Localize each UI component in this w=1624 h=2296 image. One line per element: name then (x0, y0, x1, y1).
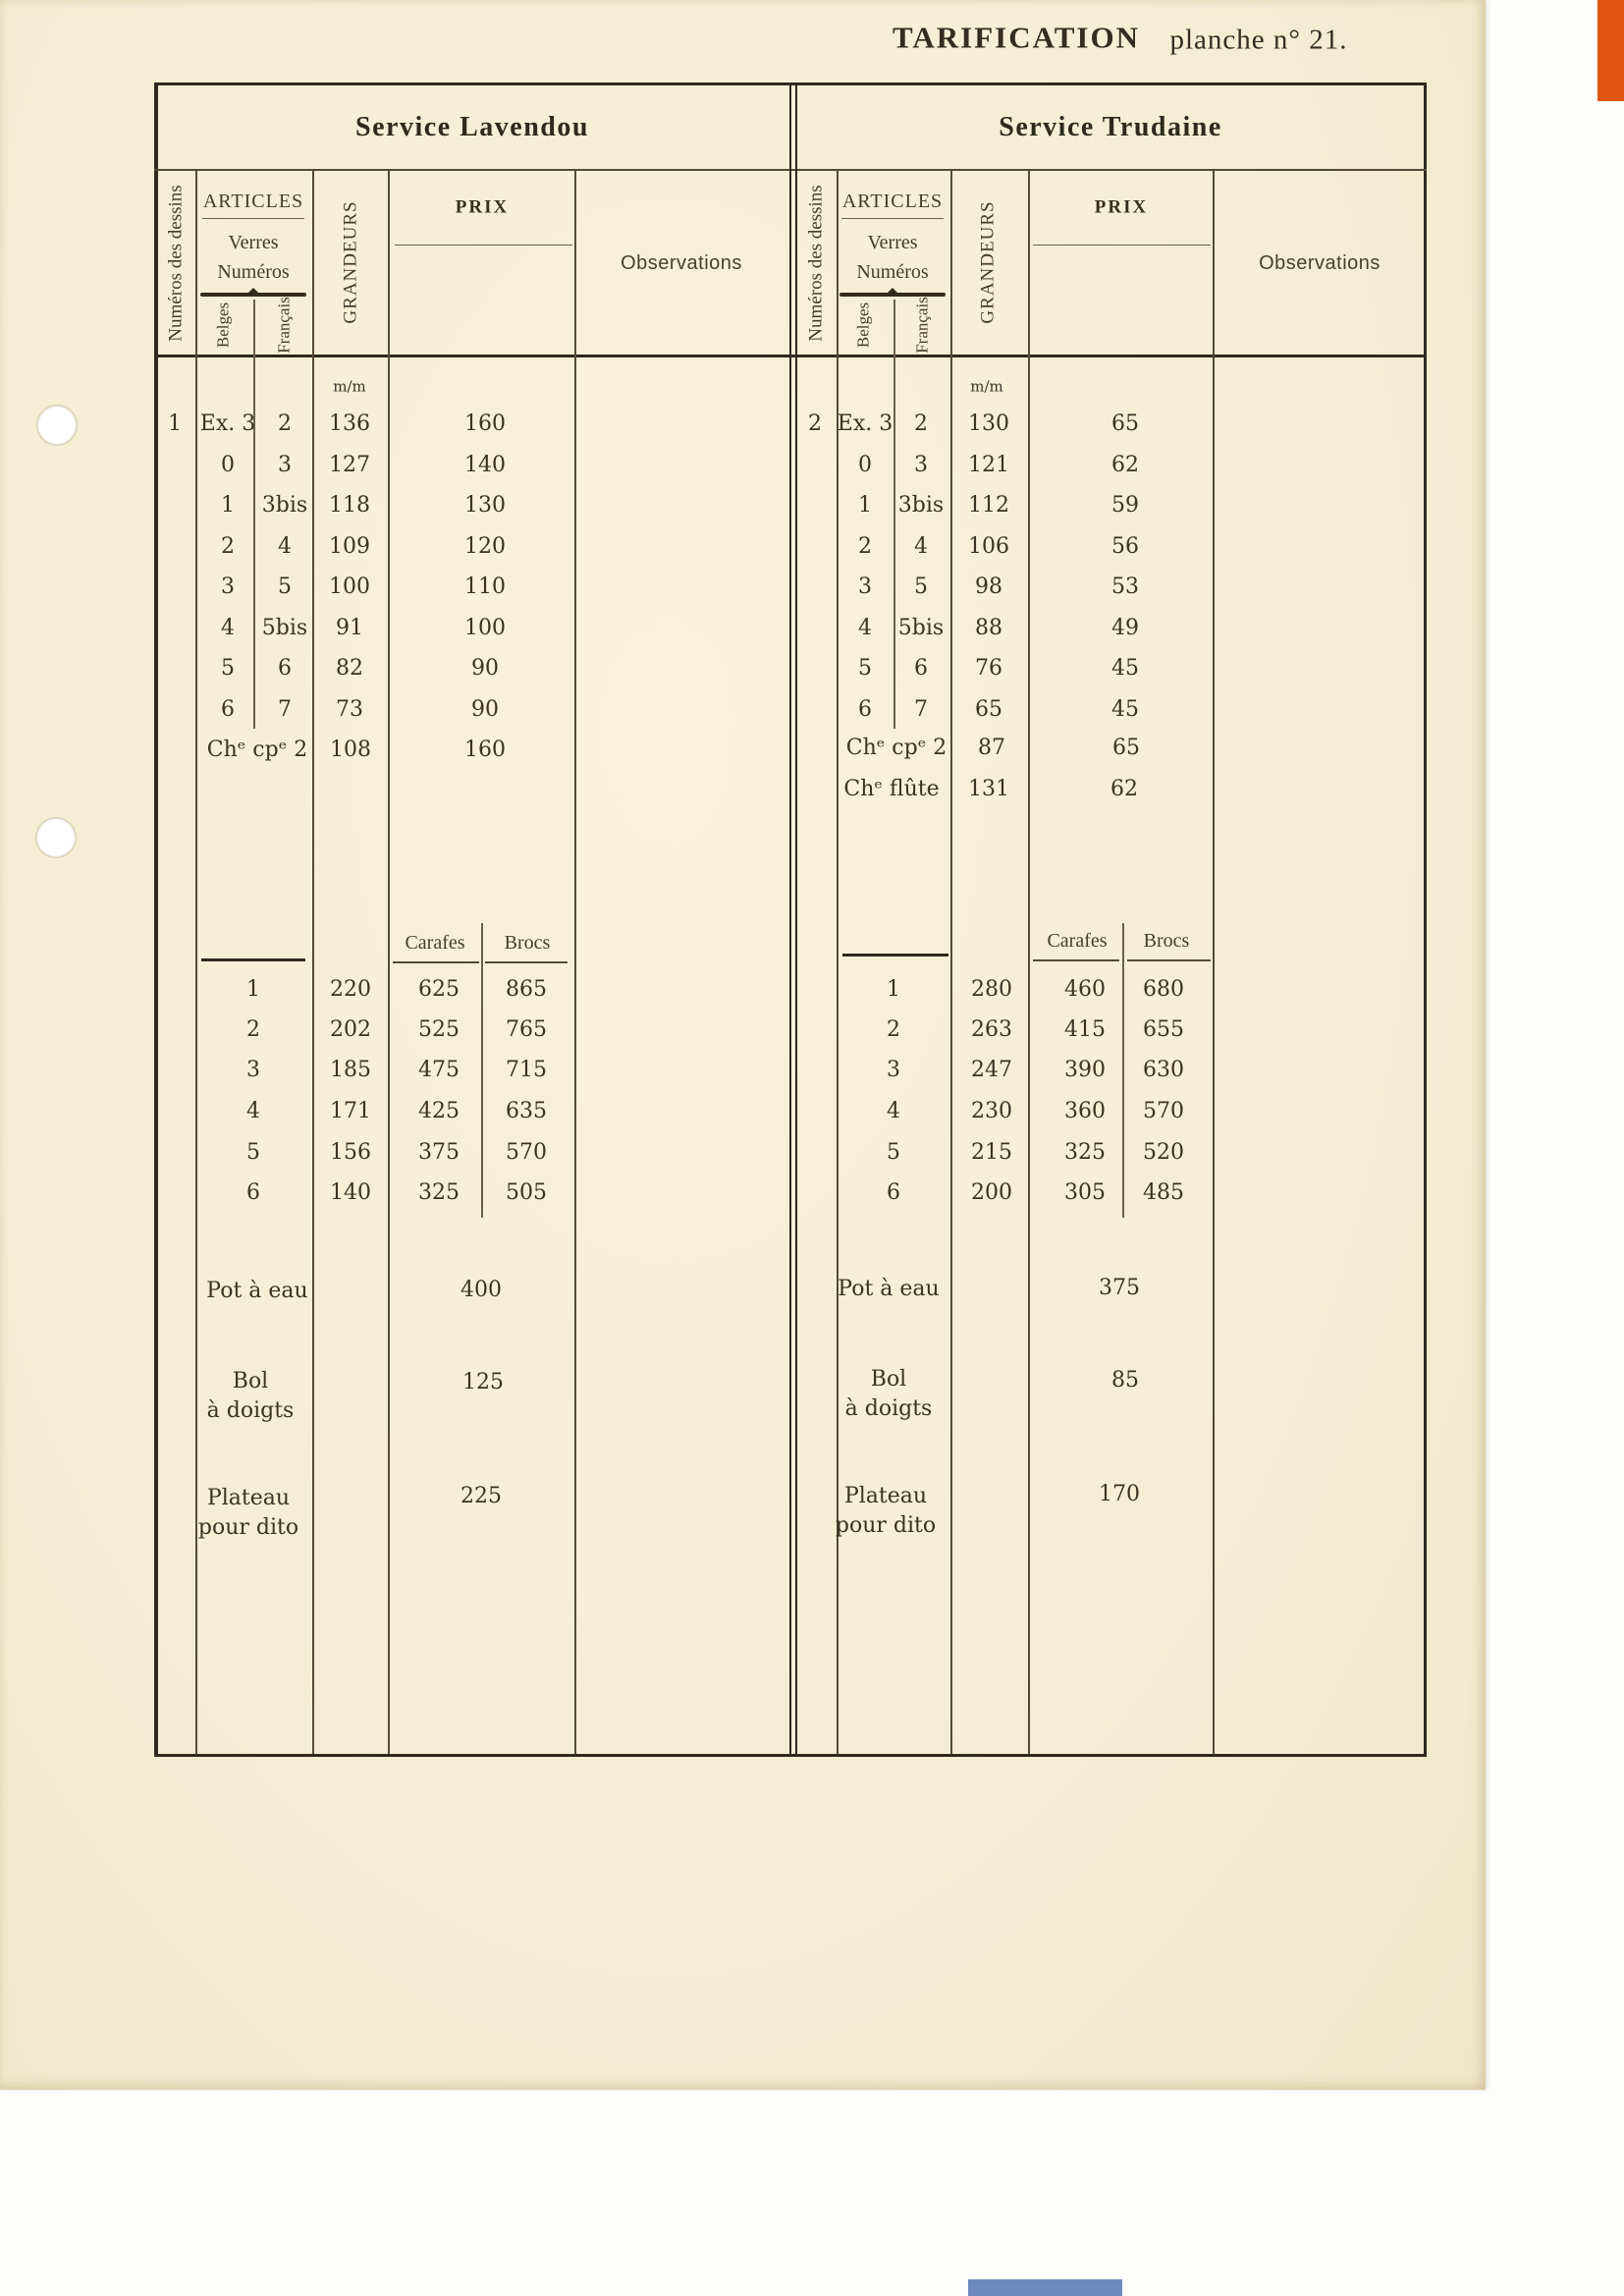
cell: 5 (278, 574, 292, 599)
middle-divider (789, 82, 791, 1757)
cell: 112 (968, 493, 1009, 518)
item-label: à doigts (206, 1398, 295, 1423)
cell: Ex. 3 (199, 411, 256, 436)
service-title: Service Trudaine (999, 112, 1222, 142)
punch-hole (36, 818, 76, 857)
cell: 570 (1143, 1099, 1184, 1123)
cell: 120 (464, 534, 506, 559)
articles-underline (202, 218, 304, 219)
cell: 121 (968, 453, 1009, 477)
cell: 62 (1110, 777, 1138, 801)
cell: 525 (418, 1017, 460, 1042)
column-header-francais: Français (912, 297, 932, 354)
cell: 65 (1112, 736, 1140, 760)
carafes-underline (393, 961, 479, 963)
cell: 6 (887, 1180, 900, 1205)
scan-color-bar (1597, 0, 1624, 101)
cell: 6 (278, 656, 292, 681)
cell: 45 (1111, 697, 1139, 722)
item-label: Plateau (843, 1484, 928, 1508)
cell: 505 (506, 1180, 547, 1205)
unit-label: m/m (970, 377, 1003, 396)
cell: 3 (914, 453, 928, 477)
cell: 109 (329, 534, 370, 559)
column-header-numeros: Numéros (856, 261, 929, 283)
cell: 91 (336, 616, 363, 640)
cell: 280 (971, 977, 1012, 1002)
column-header-observations: Observations (621, 252, 742, 274)
column-header-francais: Français (274, 297, 294, 354)
cell: 73 (336, 697, 363, 722)
column-header-verres: Verres (228, 232, 279, 253)
cell: 3 (278, 453, 292, 477)
cell: 90 (471, 697, 499, 722)
table-border-left (154, 82, 158, 1757)
column-header-verres: Verres (867, 232, 918, 253)
cell: 53 (1111, 574, 1139, 599)
cell: 90 (471, 656, 499, 681)
cell: 865 (506, 977, 547, 1002)
cell: 82 (336, 656, 363, 681)
cell: 220 (330, 977, 371, 1002)
column-header-grandeurs: GRANDEURS (977, 200, 999, 324)
cell: 130 (464, 493, 506, 518)
column-header-dessins: Numéros des dessins (805, 185, 827, 342)
cell: 130 (968, 411, 1009, 436)
cell: 49 (1111, 616, 1139, 640)
column-header-numeros: Numéros (217, 261, 290, 283)
cell: 131 (968, 777, 1009, 801)
cell: 1 (221, 493, 235, 518)
cell: 2 (858, 534, 872, 559)
cell: 6 (858, 697, 872, 722)
item-label: pour dito (835, 1513, 937, 1538)
page-title-suffix: planche n° 21. (1169, 24, 1348, 56)
cell: 680 (1143, 977, 1184, 1002)
column-header-belges: Belges (853, 301, 873, 349)
punch-hole (37, 406, 77, 445)
cell: 100 (329, 574, 370, 599)
item-label: Bol (870, 1367, 907, 1392)
cell: 1 (858, 493, 872, 518)
cell: 360 (1064, 1099, 1106, 1123)
item-price: 375 (1099, 1276, 1140, 1300)
item-label: Plateau (206, 1486, 291, 1510)
cell: 2 (914, 411, 928, 436)
column-header-belges: Belges (213, 301, 233, 349)
cell: 5bis (261, 616, 308, 640)
cell: 140 (464, 453, 506, 477)
cell: 655 (1143, 1017, 1184, 1042)
column-line (312, 169, 314, 1754)
cell: 485 (1143, 1180, 1184, 1205)
cell: 87 (978, 736, 1005, 760)
cell: 5 (914, 574, 928, 599)
cell: 76 (975, 656, 1002, 681)
cell: 5 (221, 656, 235, 681)
cell: 415 (1064, 1017, 1106, 1042)
item-price: 125 (462, 1370, 504, 1394)
subcolumn-line (893, 300, 895, 729)
column-header-articles: ARTICLES (202, 191, 304, 212)
column-line (1028, 169, 1030, 1754)
cell: 171 (330, 1099, 371, 1123)
cell: 375 (418, 1140, 460, 1165)
cell: 4 (221, 616, 235, 640)
column-line (1213, 169, 1215, 1754)
cell: 5 (246, 1140, 260, 1165)
page-title: TARIFICATION (893, 20, 1140, 55)
cell: 3 (887, 1058, 900, 1082)
column-line (950, 169, 952, 1754)
cell: 108 (330, 738, 371, 762)
cell: 6 (221, 697, 235, 722)
cell: 520 (1143, 1140, 1184, 1165)
column-header-articles: ARTICLES (841, 191, 944, 212)
cell: 62 (1111, 453, 1139, 477)
cell: 118 (329, 493, 370, 518)
stamp-underline (201, 958, 305, 961)
item-label: pour dito (197, 1515, 299, 1540)
cell: 5 (858, 656, 872, 681)
cell: 630 (1143, 1058, 1184, 1082)
cell: 4 (278, 534, 292, 559)
scan-color-bar (968, 2279, 1122, 2296)
cell: 4 (858, 616, 872, 640)
cell: 65 (975, 697, 1002, 722)
cell: 2 (278, 411, 292, 436)
cell: 325 (418, 1180, 460, 1205)
cell: 56 (1111, 534, 1139, 559)
item-price: 400 (460, 1278, 502, 1302)
column-header-grandeurs: GRANDEURS (340, 200, 361, 324)
cell: 3 (246, 1058, 260, 1082)
cell: 110 (464, 574, 506, 599)
cell: 325 (1064, 1140, 1106, 1165)
cell: 7 (278, 697, 292, 722)
cell: 570 (506, 1140, 547, 1165)
dessin-number: 2 (808, 411, 822, 436)
cell: 156 (330, 1140, 371, 1165)
cell: 6 (246, 1180, 260, 1205)
cell: 7 (914, 697, 928, 722)
column-header-brocs: Brocs (504, 932, 551, 954)
column-header-observations: Observations (1259, 252, 1380, 274)
carafes-divider (481, 923, 483, 1218)
cell: 460 (1064, 977, 1106, 1002)
subcolumn-line (253, 300, 255, 729)
cell: 3 (221, 574, 235, 599)
column-line (195, 169, 197, 1754)
cell: 247 (971, 1058, 1012, 1082)
column-line (574, 169, 576, 1754)
cell: 3bis (261, 493, 308, 518)
cell: 2 (221, 534, 235, 559)
cell: 475 (418, 1058, 460, 1082)
cell: 425 (418, 1099, 460, 1123)
cell: 65 (1111, 411, 1139, 436)
item-label: à doigts (844, 1396, 933, 1421)
cell: 88 (975, 616, 1002, 640)
item-label: Bol (232, 1369, 269, 1394)
prix-underline (395, 245, 572, 246)
item-price: 225 (460, 1484, 502, 1508)
cell: Chᵉ cpᵉ 2 (206, 738, 308, 762)
cell: 59 (1111, 493, 1139, 518)
cell: 0 (858, 453, 872, 477)
cell: 765 (506, 1017, 547, 1042)
column-header-dessins: Numéros des dessins (165, 185, 187, 342)
cell: 263 (971, 1017, 1012, 1042)
brocs-underline (485, 961, 568, 963)
cell: 160 (464, 411, 506, 436)
column-header-prix: PRIX (1094, 196, 1149, 218)
cell: 202 (330, 1017, 371, 1042)
cell: 0 (221, 453, 235, 477)
unit-label: m/m (333, 377, 366, 396)
cell: 1 (246, 977, 260, 1002)
item-label: Pot à eau (838, 1277, 940, 1301)
cell: 715 (506, 1058, 547, 1082)
column-line (388, 169, 390, 1754)
cell: 230 (971, 1099, 1012, 1123)
brocs-underline (1127, 959, 1211, 961)
cell: 305 (1064, 1180, 1106, 1205)
articles-underline (841, 218, 944, 219)
table-border-right (1424, 82, 1427, 1757)
cell: 625 (418, 977, 460, 1002)
cell: 4 (887, 1099, 900, 1123)
cell: 185 (330, 1058, 371, 1082)
cell: 98 (975, 574, 1002, 599)
cell: 390 (1064, 1058, 1106, 1082)
carafes-underline (1033, 959, 1119, 961)
cell: 215 (971, 1140, 1012, 1165)
stamp-underline (842, 954, 948, 957)
cell: Chᵉ cpᵉ 2 (845, 736, 947, 760)
cell: 106 (968, 534, 1009, 559)
column-header-prix: PRIX (455, 196, 510, 218)
column-header-carafes: Carafes (405, 932, 465, 954)
item-price: 85 (1111, 1368, 1139, 1393)
cell: 140 (330, 1180, 371, 1205)
cell: 3 (858, 574, 872, 599)
carafes-divider (1122, 923, 1124, 1218)
cell: 2 (887, 1017, 900, 1042)
column-header-brocs: Brocs (1143, 930, 1190, 952)
cell: 2 (246, 1017, 260, 1042)
cell: Chᵉ flûte (843, 777, 940, 801)
item-label: Pot à eau (206, 1279, 308, 1303)
cell: 3bis (897, 493, 945, 518)
cell: 4 (246, 1099, 260, 1123)
cell: 127 (329, 453, 370, 477)
cell: 160 (464, 738, 506, 762)
cell: Ex. 3 (837, 411, 893, 436)
service-title: Service Lavendou (355, 112, 589, 142)
cell: 6 (914, 656, 928, 681)
cell: 635 (506, 1099, 547, 1123)
dessin-number: 1 (168, 411, 182, 436)
cell: 45 (1111, 656, 1139, 681)
prix-underline (1033, 245, 1211, 246)
cell: 5bis (897, 616, 945, 640)
cell: 4 (914, 534, 928, 559)
cell: 5 (887, 1140, 900, 1165)
cell: 1 (887, 977, 900, 1002)
cell: 136 (329, 411, 370, 436)
cell: 100 (464, 616, 506, 640)
column-header-carafes: Carafes (1047, 930, 1108, 952)
middle-divider (795, 82, 797, 1757)
item-price: 170 (1099, 1482, 1140, 1506)
cell: 200 (971, 1180, 1012, 1205)
